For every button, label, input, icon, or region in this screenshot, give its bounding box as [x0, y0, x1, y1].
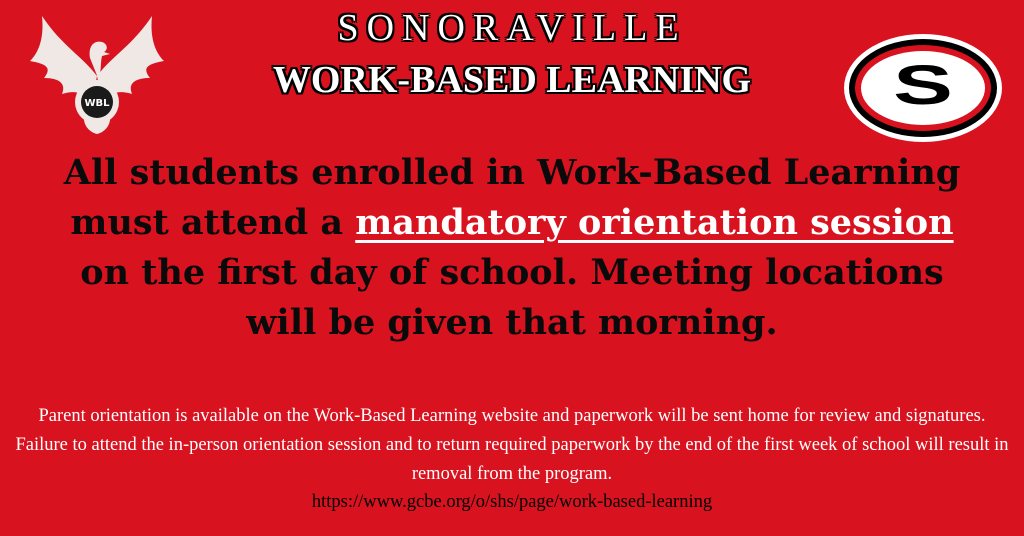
website-link[interactable]: https://www.gcbe.org/o/shs/page/work-based-learning: [311, 492, 713, 512]
page-title-line1: SONORAVILLE: [337, 7, 687, 49]
headline-part2: on the first day of school. Meeting locations will be given that morning.: [80, 252, 944, 343]
logo-letter: S: [893, 53, 953, 116]
headline-part1: All students enrolled in Work-Based Learning must attend a: [63, 152, 961, 243]
headline: [40, 148, 984, 348]
headline-highlight: mandatory orientation session: [355, 202, 954, 243]
wbl-badge-text: WBL: [84, 98, 110, 109]
body-text: Parent orientation is available on the Work-Based Learning website and paperwork will be sent home for review and signatures. Failure to attend the in-person orientation session and to return required paperwork by the end of the first week of school will result in removal from the program.: [15, 406, 1009, 484]
page-title-line2: WORK-BASED LEARNING: [272, 59, 752, 101]
